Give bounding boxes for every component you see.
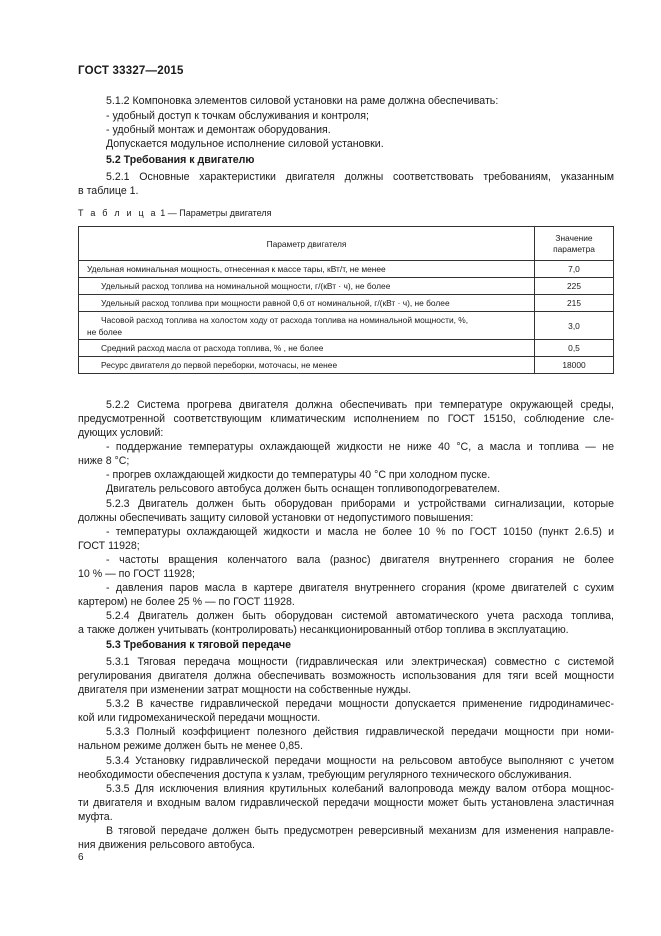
paragraph-line: В тяговой передаче должен быть предусмотрен реверсивный механизм для изменения направле- <box>106 825 614 837</box>
list-item: - удобный монтаж и демонтаж оборудования. <box>106 124 331 136</box>
table-caption-prefix: Т а б л и ц а <box>78 208 158 218</box>
table-cell-param-line1: Часовой расход топлива на холостом ходу от расхода топлива на номинальной мощности, %, <box>101 314 469 325</box>
clause-5-1-2: 5.1.2 Компоновка элементов силовой установки на раме должна обеспечивать: <box>106 95 499 107</box>
paragraph-line: регулирования двигателя должна обеспечивать возможность использования для тяги всей мощности <box>78 670 614 682</box>
paragraph-line: 10 % — по ГОСТ 11928; <box>78 568 195 580</box>
paragraph-line: ниже 8 °С; <box>78 455 130 467</box>
table-cell-value: 18000 <box>535 357 614 374</box>
table-cell-param: Удельный расход топлива при мощности равной 0,6 от номинальной, г/(кВт · ч), не более <box>79 295 535 312</box>
column-header-param: Параметр двигателя <box>79 227 535 261</box>
table-cell-param <box>79 312 535 340</box>
paragraph-line: предусмотренной соответствующим климатическим исполнением по ГОСТ 15150, соблюдение сле- <box>78 413 614 425</box>
paragraph-line: должны обеспечивать защиту силовой установки от недопустимого повышения: <box>78 512 474 524</box>
clause-5-2-1: 5.2.1 Основные характеристики двигателя должны соответствовать требованиям, указанным <box>106 171 614 183</box>
engine-parameters-table <box>78 226 614 374</box>
paragraph-line: ти двигателя и входным валом гидравлической передачи мощности может быть установлена эластичная <box>78 797 614 809</box>
table-caption-text: 1 — Параметры двигателя <box>160 208 272 218</box>
clause-5-2-3: 5.2.3 Двигатель должен быть оборудован приборами и устройствами сигнализации, которые <box>106 498 614 510</box>
table-caption <box>78 208 272 218</box>
list-item: - частоты вращения коленчатого вала (разнос) двигателя внутреннего сгорания не более <box>106 554 614 566</box>
clause-5-3-2: 5.3.2 В качестве гидравлической передачи мощности допускается применение гидродинамичес- <box>106 698 614 710</box>
clause-5-3-3: 5.3.3 Полный коэффициент полезного действия гидравлической передачи мощности при номи- <box>106 726 614 738</box>
column-header-value-line1: Значение <box>555 232 593 243</box>
page-number: 6 <box>78 852 84 863</box>
paragraph-line: дующих условий: <box>78 427 164 439</box>
list-item: - прогрев охлаждающей жидкости до температуры 40 °С при холодном пуске. <box>106 469 491 481</box>
table-cell-param-line2: не более <box>87 326 123 337</box>
table-header-row <box>79 227 614 261</box>
paragraph-line: кой или гидромеханической передачи мощности. <box>78 712 321 724</box>
table-row <box>79 357 614 374</box>
table-row <box>79 312 614 340</box>
paragraph-line: ния движения рельсового автобуса. <box>78 839 255 851</box>
table-cell-param: Средний расход масла от расхода топлива, % , не более <box>79 340 535 357</box>
section-heading-5-3: 5.3 Требования к тяговой передаче <box>106 639 291 651</box>
table-cell-value: 215 <box>535 295 614 312</box>
paragraph-line: ГОСТ 11928; <box>78 540 140 552</box>
table-cell-value: 0,5 <box>535 340 614 357</box>
paragraph-line: а также должен учитывать (контролировать) несанкционированный отбор топлива в эксплуатацию. <box>78 624 569 636</box>
clause-5-3-5: 5.3.5 Для исключения влияния крутильных колебаний валопровода между валом отбора мощнос- <box>106 783 614 795</box>
table-cell-value: 225 <box>535 278 614 295</box>
column-header-value <box>535 227 614 261</box>
paragraph-line: Двигатель рельсового автобуса должен быть оснащен топливоподогревателем. <box>106 483 501 495</box>
clause-5-2-2: 5.2.2 Система прогрева двигателя должна обеспечивать при температуре окружающей среды, <box>106 399 614 411</box>
list-item: - температуры охлаждающей жидкости и масла не более 10 % по ГОСТ 10150 (пункт 2.6.5) и <box>106 526 614 538</box>
document-header: ГОСТ 33327—2015 <box>78 65 184 77</box>
paragraph-line: картером) не более 25 % — по ГОСТ 11928. <box>78 596 295 608</box>
clause-5-3-1: 5.3.1 Тяговая передача мощности (гидравлическая или электрическая) совместно с системой <box>106 656 614 668</box>
table-row <box>79 261 614 278</box>
list-item: - поддержание температуры охлаждающей жидкости не ниже 40 °С, а масла и топлива — не <box>106 441 614 453</box>
clause-5-2-4: 5.2.4 Двигатель должен быть оборудован системой автоматического учета расхода топлива, <box>106 610 614 622</box>
clause-5-3-4: 5.3.4 Установку гидравлической передачи мощности на рельсовом автобусе выполняют с учетом <box>106 755 614 767</box>
section-heading-5-2: 5.2 Требования к двигателю <box>106 154 255 166</box>
table-cell-value: 3,0 <box>535 312 614 340</box>
paragraph-line: нальном режиме должен быть не менее 0,85. <box>78 740 303 752</box>
table-cell-param: Удельная номинальная мощность, отнесенная к массе тары, кВт/т, не менее <box>79 261 535 278</box>
table-row <box>79 340 614 357</box>
paragraph-line: Допускается модульное исполнение силовой установки. <box>106 138 384 150</box>
table-row <box>79 295 614 312</box>
list-item: - удобный доступ к точкам обслуживания и контроля; <box>106 110 369 122</box>
paragraph-line: необходимости обеспечения доступа к узлам, требующим регулярного технического обслуживания. <box>78 769 572 781</box>
table-row <box>79 278 614 295</box>
table-cell-param: Ресурс двигателя до первой переборки, моточасы, не менее <box>79 357 535 374</box>
table-cell-value: 7,0 <box>535 261 614 278</box>
table-cell-param: Удельный расход топлива на номинальной мощности, г/(кВт · ч), не более <box>79 278 535 295</box>
list-item: - давления паров масла в картере двигателя внутреннего сгорания (кроме двигателей с сухим <box>106 582 614 594</box>
paragraph-line: двигателя при изменении затрат мощности на собственные нужды. <box>78 684 412 696</box>
paragraph-line: муфта. <box>78 811 113 823</box>
column-header-value-line2: параметра <box>553 243 595 254</box>
paragraph-line: в таблице 1. <box>78 185 139 197</box>
